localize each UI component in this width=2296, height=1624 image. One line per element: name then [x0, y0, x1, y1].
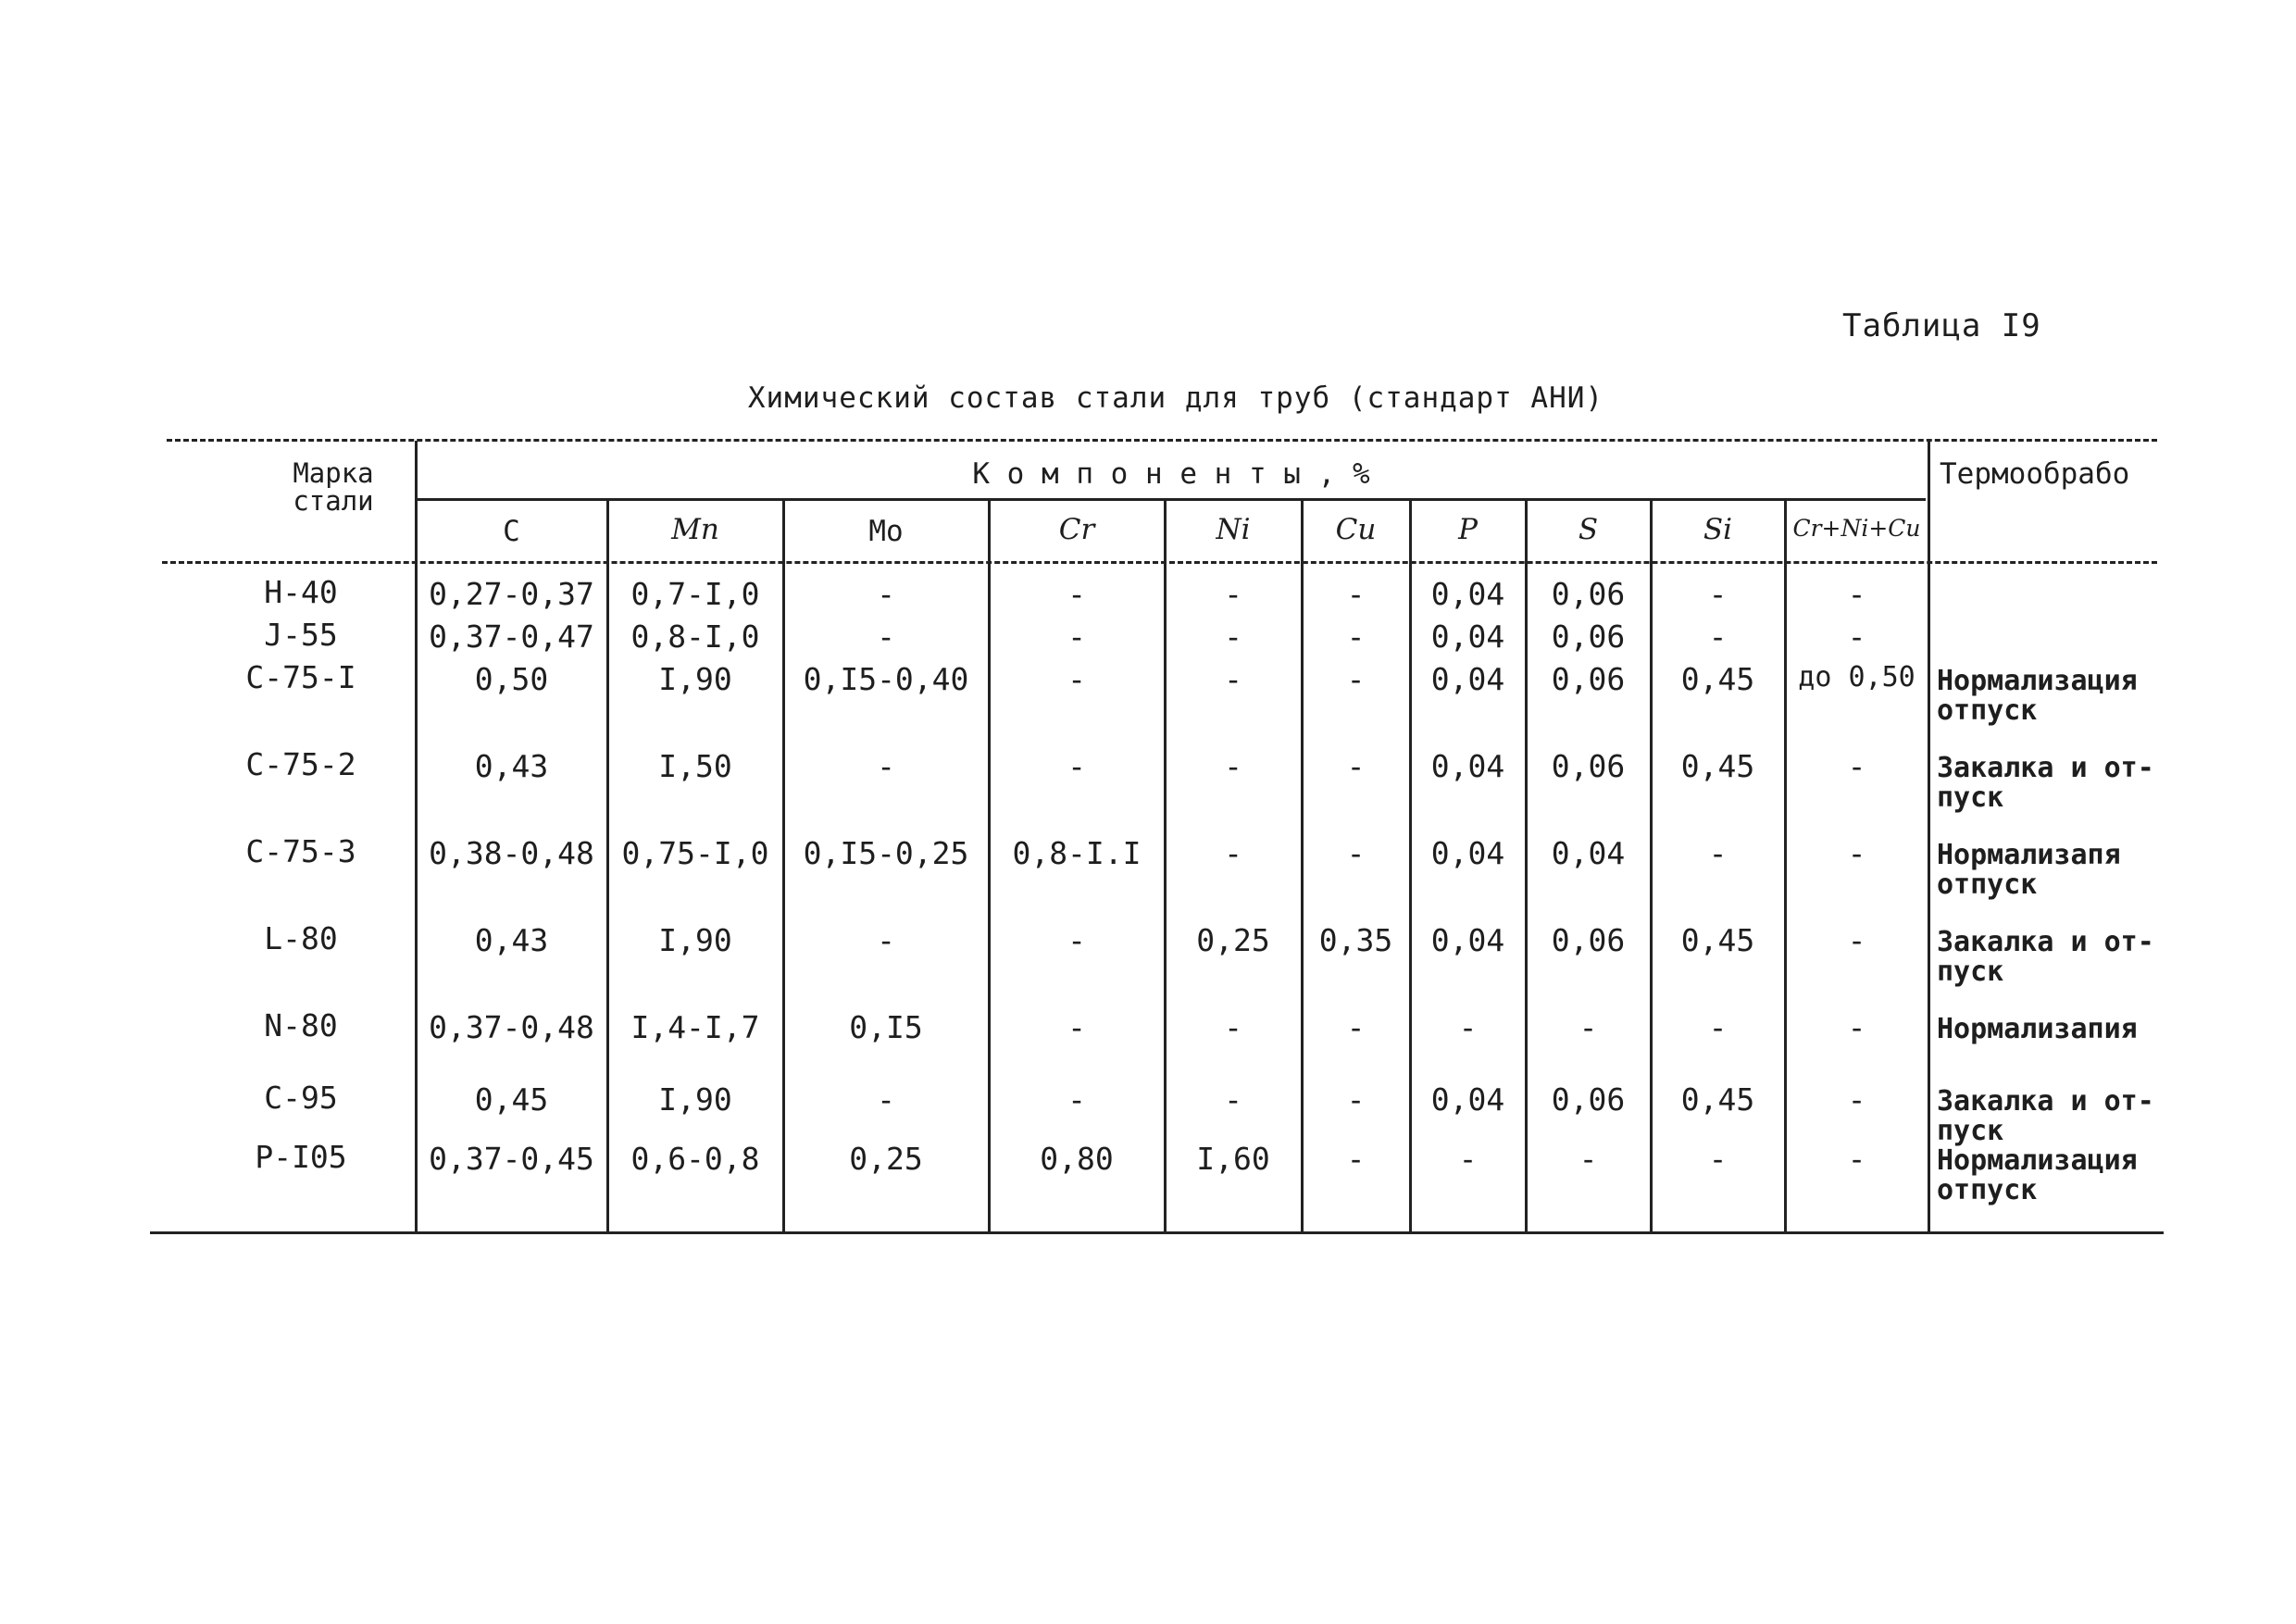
table-cell: 0,6-0,8: [630, 1141, 760, 1177]
table-cell: 0,7-I,0: [630, 576, 760, 612]
table-cell: -: [1346, 1081, 1366, 1118]
heat-treatment: Нормализация отпуск: [1937, 665, 2138, 727]
table-cell: 0,45: [1680, 748, 1755, 784]
table-cell: 0,75-I,0: [621, 835, 769, 871]
table-cell: -: [1067, 661, 1086, 697]
table-cell: 0,37-0,48: [429, 1009, 594, 1045]
steel-grade: H-40: [264, 574, 338, 610]
steel-grade: C-75-3: [245, 833, 356, 869]
table-cell: -: [1847, 1141, 1866, 1177]
table-cell: 0,25: [849, 1141, 923, 1177]
table-cell: 0,04: [1430, 618, 1505, 655]
table-cell: -: [1346, 576, 1366, 612]
col-header-c: C: [503, 515, 520, 548]
table-cell: -: [877, 922, 895, 958]
table-cell: 0,80: [1040, 1141, 1114, 1177]
table-cell: 0,06: [1551, 618, 1626, 655]
table-cell: -: [1224, 618, 1242, 655]
col-header-ni: Ni: [1216, 513, 1251, 546]
table-cell: -: [1224, 1081, 1242, 1118]
table-cell: 0,45: [1680, 1081, 1755, 1118]
table-cell: 0,43: [474, 922, 549, 958]
header-bottom-rule: [162, 561, 2157, 564]
table-cell: 0,45: [1680, 661, 1755, 697]
table-cell: -: [1346, 1009, 1366, 1045]
table-cell: -: [1067, 922, 1086, 958]
grade-header: Марка стали: [293, 457, 374, 517]
table-cell: 0,I5: [849, 1009, 923, 1045]
col-header-si: Si: [1703, 513, 1733, 546]
steel-grade: P-I05: [255, 1139, 347, 1175]
treatment-header: Термообрабо: [1940, 457, 2130, 491]
table-cell: 0,8-I.I: [1012, 835, 1142, 871]
table-cell: -: [1067, 1009, 1086, 1045]
table-top-rule: [167, 439, 2157, 442]
table-cell: -: [1224, 576, 1242, 612]
table-cell: 0,04: [1430, 835, 1505, 871]
table-cell: 0,06: [1551, 1081, 1626, 1118]
table-cell: -: [1847, 1009, 1866, 1045]
table-cell: -: [1346, 661, 1366, 697]
steel-grade: C-95: [264, 1080, 338, 1116]
table-cell: 0,04: [1430, 661, 1505, 697]
table-cell: -: [1847, 1081, 1866, 1118]
table-cell: 0,38-0,48: [429, 835, 594, 871]
col-header-s: S: [1578, 513, 1599, 546]
table-cell: 0,06: [1551, 661, 1626, 697]
table-cell: -: [1847, 835, 1866, 871]
table-cell: 0,06: [1551, 922, 1626, 958]
table-cell: 0,04: [1430, 1081, 1505, 1118]
col-header-cr-ni-cu: Cr+Ni+Cu: [1792, 515, 1921, 542]
table-cell: -: [1346, 835, 1366, 871]
table-cell: I,90: [658, 1081, 732, 1118]
col-header-mn: Mn: [671, 513, 719, 546]
table-cell: 0,37-0,47: [429, 618, 594, 655]
table-cell: -: [1708, 1009, 1728, 1045]
table-cell: -: [1224, 835, 1242, 871]
table-cell: I,90: [658, 661, 732, 697]
table-cell: I,60: [1196, 1141, 1270, 1177]
table-cell: -: [1224, 1009, 1242, 1045]
table-cell: -: [1847, 576, 1866, 612]
table-cell: -: [877, 576, 895, 612]
heat-treatment: Закалка и от-пуск: [1937, 1085, 2154, 1147]
table-number: Таблица I9: [1842, 307, 2041, 344]
table-cell: -: [1346, 748, 1366, 784]
table-cell: -: [1847, 618, 1866, 655]
table-cell: -: [1224, 748, 1242, 784]
table-cell: 0,43: [474, 748, 549, 784]
table-cell: -: [1847, 748, 1866, 784]
table-cell: -: [1708, 618, 1728, 655]
table-cell: -: [1578, 1141, 1598, 1177]
table-cell: -: [1067, 576, 1086, 612]
table-cell: 0,04: [1551, 835, 1626, 871]
table-cell: 0,45: [474, 1081, 549, 1118]
steel-grade: C-75-2: [245, 746, 356, 782]
heat-treatment: Закалка и от-пуск: [1937, 752, 2154, 814]
table-cell: -: [1224, 661, 1242, 697]
table-cell: -: [1346, 618, 1366, 655]
steel-grade: N-80: [264, 1007, 338, 1043]
table-cell: -: [1708, 576, 1728, 612]
table-cell: -: [1708, 1141, 1728, 1177]
steel-grade: J-55: [264, 617, 338, 653]
table-bottom-rule: [150, 1231, 2164, 1234]
heat-treatment: Нормализапия: [1937, 1013, 2138, 1045]
table-cell: 0,04: [1430, 748, 1505, 784]
table-cell: -: [1458, 1141, 1478, 1177]
table-cell: -: [1847, 922, 1866, 958]
table-cell: 0,I5-0,40: [803, 661, 969, 697]
table-cell: 0,25: [1196, 922, 1270, 958]
table-cell: 0,37-0,45: [429, 1141, 594, 1177]
table-cell: -: [1067, 1081, 1086, 1118]
table-cell: до 0,50: [1798, 661, 1915, 693]
table-cell: -: [1578, 1009, 1598, 1045]
table-cell: I,90: [658, 922, 732, 958]
treatment-column-divider: [1928, 441, 1930, 1231]
table-cell: 0,45: [1680, 922, 1755, 958]
col-header-cu: Cu: [1335, 513, 1377, 546]
table-cell: 0,35: [1318, 922, 1393, 958]
heat-treatment: Нормализапя отпуск: [1937, 839, 2121, 901]
table-cell: -: [1708, 835, 1728, 871]
table-cell: 0,50: [474, 661, 549, 697]
col-header-mo: Mo: [868, 515, 904, 548]
col-header-cr: Cr: [1058, 513, 1095, 546]
table-cell: 0,27-0,37: [429, 576, 594, 612]
table-cell: -: [1067, 618, 1086, 655]
heat-treatment: Закалка и от-пуск: [1937, 926, 2154, 988]
table-cell: 0,06: [1551, 576, 1626, 612]
table-caption: Химический состав стали для труб (стандарт АНИ): [747, 381, 1604, 415]
components-header-rule: [417, 498, 1926, 501]
table-cell: I,50: [658, 748, 732, 784]
heat-treatment: Нормализация отпуск: [1937, 1144, 2138, 1206]
table-cell: -: [877, 1081, 895, 1118]
table-cell: -: [1067, 748, 1086, 784]
table-cell: -: [877, 748, 895, 784]
table-cell: -: [877, 618, 895, 655]
steel-grade: L-80: [264, 920, 338, 956]
table-cell: 0,04: [1430, 576, 1505, 612]
table-cell: 0,04: [1430, 922, 1505, 958]
table-cell: I,4-I,7: [630, 1009, 760, 1045]
table-cell: 0,06: [1551, 748, 1626, 784]
steel-grade: C-75-I: [245, 659, 356, 695]
table-cell: 0,8-I,0: [630, 618, 760, 655]
col-header-p: P: [1458, 513, 1478, 546]
table-cell: -: [1346, 1141, 1366, 1177]
table-cell: -: [1458, 1009, 1478, 1045]
components-header: К о м п о н е н т ы , %: [972, 457, 1370, 491]
table-cell: 0,I5-0,25: [803, 835, 969, 871]
